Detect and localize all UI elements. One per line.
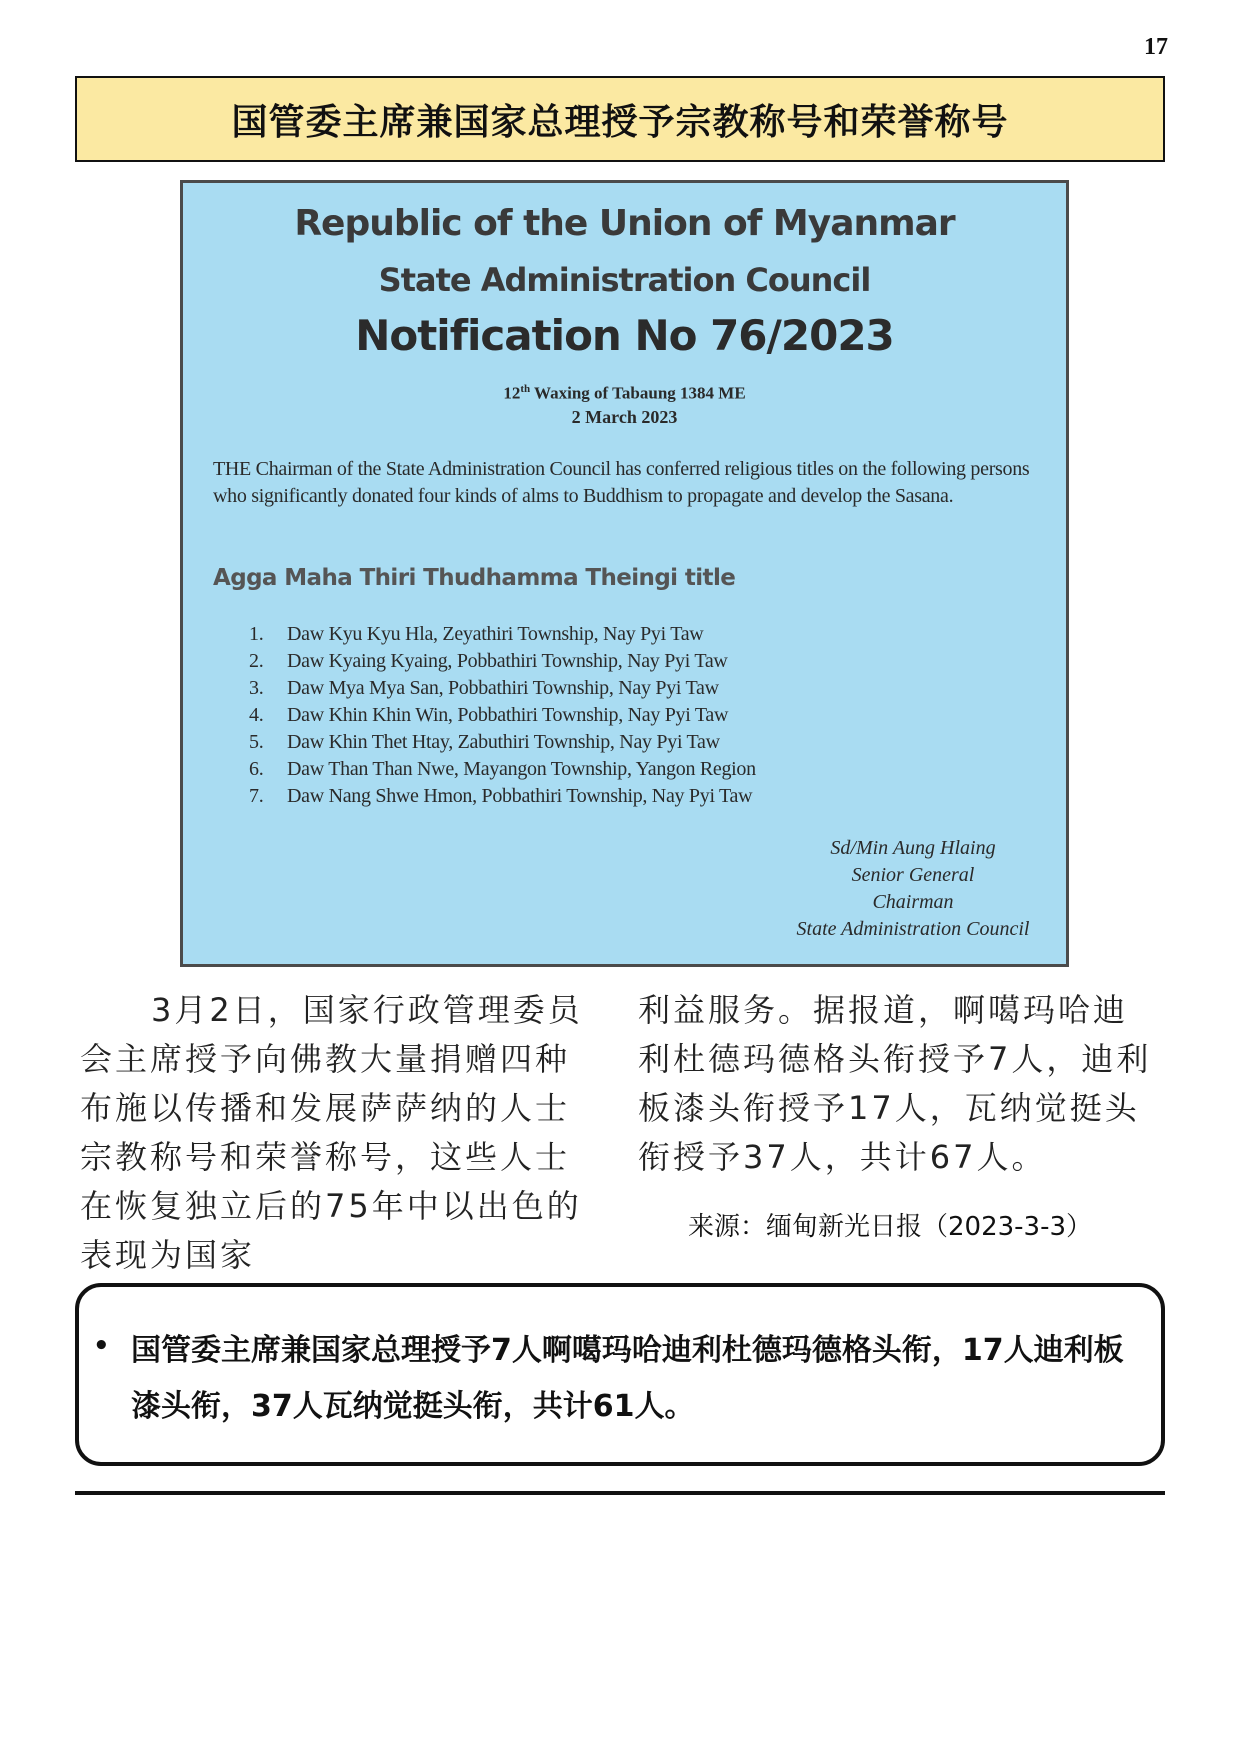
title-subheading: Agga Maha Thiri Thudhamma Theingi title xyxy=(213,565,736,591)
notification-date-lunar: 12th Waxing of Tabaung 1384 ME xyxy=(503,383,746,403)
article-column-left xyxy=(80,986,600,1280)
list-item: 3. Daw Mya Mya San, Pobbathiri Township, Nay Pyi Taw xyxy=(249,677,719,699)
page-number: 17 xyxy=(1144,34,1168,60)
signature-position: Chairman xyxy=(872,891,954,913)
divider xyxy=(75,1491,1165,1495)
list-item: 2. Daw Kyaing Kyaing, Pobbathiri Township, Nay Pyi Taw xyxy=(249,650,728,672)
summary-text: 国管委主席兼国家总理授予7人啊噶玛哈迪利杜德玛德格头衔，17人迪利板漆头衔，37人瓦纳觉挺头衔，共计61人。 xyxy=(131,1333,1124,1424)
signature-rank: Senior General xyxy=(851,864,975,886)
list-item: 7. Daw Nang Shwe Hmon, Pobbathiri Township, Nay Pyi Taw xyxy=(249,785,753,807)
article-source: 来源：缅甸新光日报（2023-3-3） xyxy=(688,1212,1093,1242)
list-item: 5. Daw Khin Thet Htay, Zabuthiri Township, Nay Pyi Taw xyxy=(249,731,720,753)
notification-date-gregorian: 2 March 2023 xyxy=(571,407,678,427)
notification-body: THE Chairman of the State Administration Council has conferred religious titles on the following persons who significantly donated four kinds of alms to Buddhism to propagate and develop the Sasana. xyxy=(213,458,1030,507)
list-item: 6. Daw Than Than Nwe, Mayangon Township, Yangon Region xyxy=(249,758,756,780)
article-text-right: 利益服务。据报道，啊噶玛哈迪利杜德玛德格头衔授予7人，迪利板漆头衔授予17人，瓦纳觉挺头衔授予37人，共计67人。 xyxy=(638,991,1152,1176)
recipient-list xyxy=(249,621,756,810)
article-text-left: 3月2日，国家行政管理委员会主席授予向佛教大量捐赠四种布施以传播和发展萨萨纳的人士宗教称号和荣誉称号，这些人士在恢复独立后的75年中以出色的表现为国家 xyxy=(80,991,583,1274)
summary-box xyxy=(75,1283,1165,1466)
title-banner xyxy=(75,76,1165,162)
notification-number: Notification No 76/2023 xyxy=(355,311,894,360)
signature-organization: State Administration Council xyxy=(796,918,1030,940)
page-title: 国管委主席兼国家总理授予宗教称号和荣誉称号 xyxy=(231,101,1009,143)
signature-block xyxy=(743,835,1083,943)
notification-header-republic: Republic of the Union of Myanmar xyxy=(294,203,955,244)
notification-image xyxy=(180,180,1069,967)
article-column-right xyxy=(638,986,1158,1182)
list-item: 1. Daw Kyu Kyu Hla, Zeyathiri Township, Nay Pyi Taw xyxy=(249,623,704,645)
bullet-icon: • xyxy=(93,1331,110,1361)
list-item: 4. Daw Khin Khin Win, Pobbathiri Township, Nay Pyi Taw xyxy=(249,704,729,726)
signature-name: Sd/Min Aung Hlaing xyxy=(830,837,996,859)
notification-header-council: State Administration Council xyxy=(378,261,871,299)
